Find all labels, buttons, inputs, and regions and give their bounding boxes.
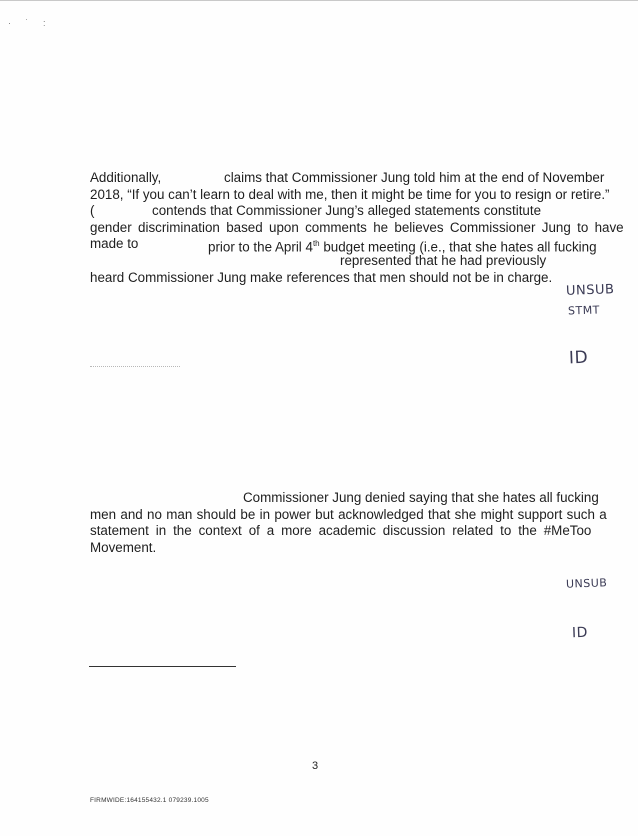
paragraph-2 [90,490,607,560]
paragraph-1-line-3a: ( [90,203,95,219]
paragraph-1-line-1a: Additionally, [90,170,162,185]
redaction-dotted-line [90,366,180,368]
footnote-separator [89,666,236,667]
document-id: FIRMWIDE:164155432.1 079239.1005 [90,797,209,804]
page-number: 3 [312,760,319,772]
ordinal-suffix: th [312,239,320,249]
handwritten-note-unsub-2: UNSUB [565,576,608,591]
paragraph-2-line-2: men and no man should be in power but acknowledged that she might support such a [90,506,607,522]
paragraph-1-line-4: gender discrimination based upon comments he believes Commissioner Jung to have [90,219,624,235]
paragraph-2-line-1: Commissioner Jung denied saying that she hates all fucking [243,490,599,505]
paragraph-1 [90,170,624,290]
paragraph-1-line-3b: contends that Commissioner Jung’s alleged statements constitute [152,203,542,219]
handwritten-note-unsub-1: UNSUB [565,282,615,299]
handwritten-note-id-2: ID [571,624,589,642]
paragraph-1-line-5a: made to [90,236,139,252]
scan-specks: · ˙ : [8,18,52,28]
scan-edge-line [0,0,638,1]
paragraph-1-line-1b: claims that Commissioner Jung told him at the end of November [224,170,605,185]
handwritten-note-id-1: ID [568,347,589,369]
paragraph-2-line-3: statement in the context of a more academic discussion related to the #MeToo [90,523,592,539]
paragraph-1-line-2: 2018, “If you can’t learn to deal with me, then it might be time for you to resign or retire.” [90,186,610,202]
paragraph-1-line-6: represented that he had previously [340,253,547,268]
paragraph-1-line-5b: prior to the April 4th budget meeting (i.e., that she hates all fucking [208,239,597,255]
paragraph-2-line-4: Movement. [90,539,157,555]
paragraph-1-line-7: heard Commissioner Jung make references that men should not be in charge. [90,269,553,285]
handwritten-note-stmt: STMT [567,303,601,318]
